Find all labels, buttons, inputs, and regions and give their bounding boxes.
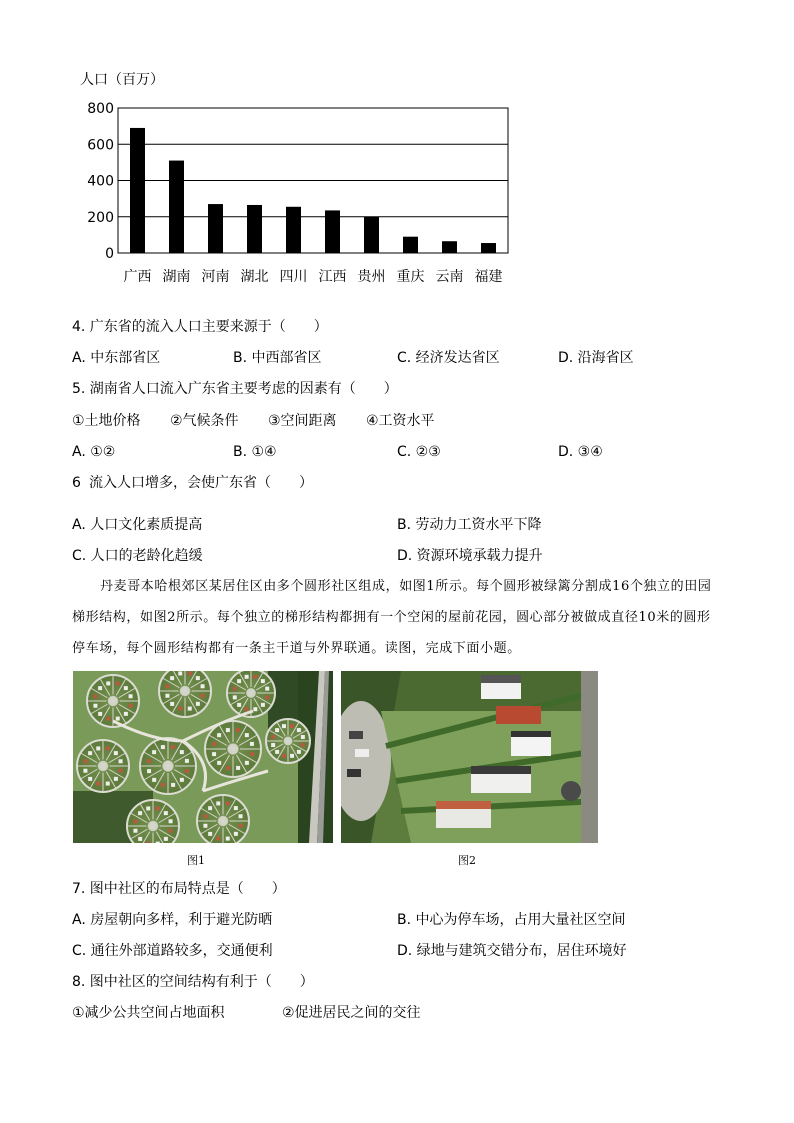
q6-stem: 流入人口增多，会使广东省（ ） [89, 475, 313, 491]
y-tick-label: 0 [105, 246, 114, 262]
house [290, 754, 294, 758]
house [226, 837, 230, 841]
house [156, 806, 160, 810]
house [180, 778, 184, 782]
x-tick-label: 贵州 [357, 269, 386, 285]
house [212, 752, 216, 756]
house [203, 824, 207, 828]
house [124, 712, 128, 716]
house [201, 694, 205, 698]
reading-passage: 丹麦哥本哈根郊区某居住区由多个圆形社区组成，如图1所示。每个圆形被绿篱分割成16个独立的田园梯形结构，如图2所示。每个独立的梯形结构都拥有一个空闲的屋前花园，圆心部分被做成直径10米的圆形停车场，每个圆形结构都有一条主干道与外界联通。读图，完成下面小题。 [72, 579, 712, 656]
house [216, 801, 220, 805]
house [282, 724, 286, 728]
house [271, 743, 275, 747]
figure-2-caption: 图2 [458, 854, 476, 867]
house [212, 742, 216, 746]
house [88, 777, 92, 781]
house [245, 707, 249, 711]
q8-option-1: ①减少公共空间占地面积 [72, 1005, 225, 1021]
house [261, 679, 265, 683]
house [138, 837, 142, 841]
house [245, 675, 249, 679]
q5-factor-2: ②气候条件 [170, 413, 239, 429]
q6-option-c[interactable]: C. 人口的老龄化趋缓 [72, 548, 203, 564]
house [98, 712, 102, 716]
q5-factor-3: ③空间距离 [268, 413, 337, 429]
q7-stem: 7. 图中社区的布局特点是（ ） [72, 881, 286, 897]
house [106, 681, 110, 685]
bar-9 [481, 243, 496, 253]
house [180, 750, 184, 754]
q7-option-c[interactable]: C. 通往外部道路较多，交通便利 [72, 943, 273, 959]
x-tick-label: 湖北 [240, 269, 269, 285]
house [275, 728, 279, 732]
house [261, 703, 265, 707]
house [147, 769, 151, 773]
house [234, 832, 238, 836]
y-axis-label: 人口（百万） [80, 72, 164, 88]
q5-option-c[interactable]: C. ②③ [397, 444, 441, 460]
y-tick-label: 800 [87, 101, 114, 117]
y-tick-label: 600 [87, 137, 114, 154]
house [265, 687, 269, 691]
house [203, 814, 207, 818]
house [114, 777, 118, 781]
house [196, 676, 200, 680]
house [96, 746, 100, 750]
y-tick-label: 200 [87, 209, 114, 226]
q5-option-d[interactable]: D. ③④ [558, 444, 603, 460]
house [265, 695, 269, 699]
house [301, 743, 305, 747]
house [170, 676, 174, 680]
q7-option-a[interactable]: A. 房屋朝向多样，利于避光防晒 [72, 912, 273, 928]
bar-7 [403, 237, 418, 253]
q6-option-a[interactable]: A. 人口文化素质提高 [72, 517, 203, 533]
house [253, 675, 257, 679]
x-tick-label: 重庆 [396, 269, 425, 285]
house [245, 733, 249, 737]
house [290, 724, 294, 728]
q4-option-a[interactable]: A. 中东部省区 [72, 350, 161, 366]
x-tick-label: 河南 [201, 269, 230, 285]
house [152, 778, 156, 782]
house [178, 707, 182, 711]
house [201, 684, 205, 688]
q6-number: 6 [72, 475, 81, 491]
house [119, 759, 123, 763]
house [188, 707, 192, 711]
bar-4 [286, 207, 301, 253]
house [185, 759, 189, 763]
figure-1-aerial-photo [73, 671, 333, 843]
x-tick-label: 云南 [435, 269, 464, 285]
house [185, 769, 189, 773]
bar-2 [208, 204, 223, 253]
house [275, 750, 279, 754]
house [226, 801, 230, 805]
house [297, 750, 301, 754]
house [116, 681, 120, 685]
house [169, 819, 173, 823]
house [282, 754, 286, 758]
house [250, 742, 254, 746]
house [245, 761, 249, 765]
q5-option-b[interactable]: B. ①④ [233, 444, 277, 460]
house [88, 751, 92, 755]
x-tick-label: 广西 [123, 269, 152, 285]
q5-factor-1: ①土地价格 [72, 413, 141, 429]
house [171, 745, 175, 749]
house [208, 806, 212, 810]
figure-2-aerial-photo [341, 671, 598, 843]
q5-factor-4: ④工资水平 [366, 413, 435, 429]
house [156, 842, 160, 843]
house [133, 819, 137, 823]
bar-5 [325, 210, 340, 253]
y-tick-label: 400 [87, 173, 114, 190]
house [233, 687, 237, 691]
x-tick-label: 福建 [474, 269, 503, 285]
house [114, 751, 118, 755]
house [165, 684, 169, 688]
house [83, 769, 87, 773]
house [83, 759, 87, 763]
q4-option-d[interactable]: D. 沿海省区 [558, 350, 634, 366]
house [106, 782, 110, 786]
population-bar-chart [0, 60, 560, 300]
house [170, 702, 174, 706]
house [236, 766, 240, 770]
house [129, 694, 133, 698]
house [236, 728, 240, 732]
x-tick-label: 湖南 [162, 269, 191, 285]
q4-stem: 4. 广东省的流入人口主要来源于（ ） [72, 319, 328, 335]
house [98, 686, 102, 690]
house [138, 811, 142, 815]
house [196, 702, 200, 706]
house [164, 811, 168, 815]
house [116, 717, 120, 721]
house [161, 783, 165, 787]
q4-option-c[interactable]: C. 经济发达省区 [397, 350, 500, 366]
q7-option-b[interactable]: B. 中心为停车场，占用大量社区空间 [397, 912, 626, 928]
house [237, 679, 241, 683]
house [171, 783, 175, 787]
q4-option-b[interactable]: B. 中西部省区 [233, 350, 322, 366]
house [93, 704, 97, 708]
figure-1-caption: 图1 [187, 854, 205, 867]
q6-option-b[interactable]: B. 劳动力工资水平下降 [397, 517, 542, 533]
q8-option-2: ②促进居民之间的交往 [282, 1005, 421, 1021]
bar-8 [442, 241, 457, 253]
house [208, 832, 212, 836]
bar-1 [169, 161, 184, 253]
house [133, 829, 137, 833]
house [301, 735, 305, 739]
house [216, 837, 220, 841]
house [188, 671, 192, 675]
house [234, 806, 238, 810]
house [169, 829, 173, 833]
house [165, 694, 169, 698]
house [253, 707, 257, 711]
house [146, 806, 150, 810]
house [164, 837, 168, 841]
house [124, 686, 128, 690]
house [217, 733, 221, 737]
house [106, 746, 110, 750]
q8-stem: 8. 图中社区的空间结构有利于（ ） [72, 974, 314, 990]
house [297, 728, 301, 732]
q5-option-a[interactable]: A. ①② [72, 444, 116, 460]
x-tick-label: 江西 [318, 269, 347, 285]
house [271, 735, 275, 739]
house [217, 761, 221, 765]
q7-option-d[interactable]: D. 绿地与建筑交错分布，居住环境好 [397, 943, 627, 959]
house [237, 703, 241, 707]
house [161, 745, 165, 749]
house [152, 750, 156, 754]
house [239, 824, 243, 828]
house [239, 814, 243, 818]
house [226, 766, 230, 770]
q5-stem: 5. 湖南省人口流入广东省主要考虑的因素有（ ） [72, 381, 398, 397]
x-tick-label: 四川 [279, 269, 308, 285]
q6-option-d[interactable]: D. 资源环境承载力提升 [397, 548, 543, 564]
bar-3 [247, 205, 262, 253]
house [178, 671, 182, 675]
bar-0 [130, 128, 145, 253]
house [250, 752, 254, 756]
house [119, 769, 123, 773]
house [226, 728, 230, 732]
house [233, 695, 237, 699]
house [93, 694, 97, 698]
house [129, 704, 133, 708]
house [106, 717, 110, 721]
house [146, 842, 150, 843]
house [147, 759, 151, 763]
house [96, 782, 100, 786]
bar-6 [364, 217, 379, 253]
